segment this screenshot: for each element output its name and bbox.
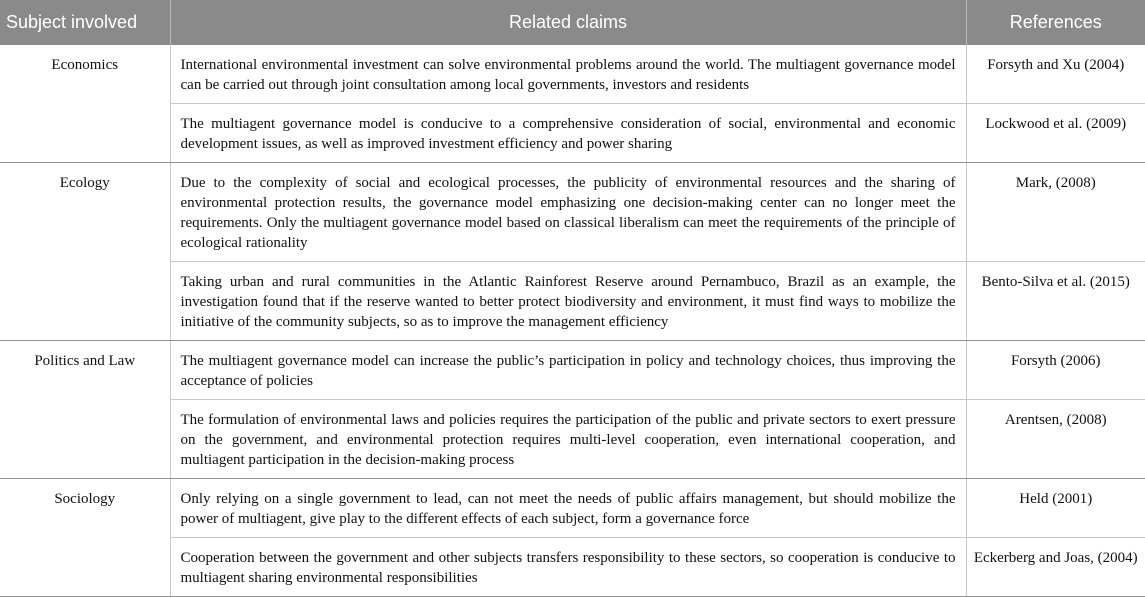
claim-cell: Taking urban and rural communities in the Atlantic Rainforest Reserve around Pernambuco, Brazil as an example, the investigation found that if the reserve wanted to better protect biodiversity and environment, it must find ways to mobilize the initiative of the community subjects, so as to improve the management efficiency [170,262,966,341]
table-row [0,45,1145,104]
table-row [0,479,1145,538]
header-subject: Subject involved [0,0,170,45]
header-claims: Related claims [170,0,966,45]
claim-cell: Due to the complexity of social and ecological processes, the publicity of environmental resources and the sharing of environmental protection results, the governance model emphasizing one decision-making center can no longer meet the requirements. Only the multiagent governance model based on classical liberalism can meet the requirements of the principle of ecological rationality [170,163,966,262]
table-row [0,163,1145,262]
reference-cell: Mark, (2008) [966,163,1145,262]
reference-cell: Lockwood et al. (2009) [966,104,1145,163]
claim-cell: Cooperation between the government and other subjects transfers responsibility to these sectors, so cooperation is conducive to multiagent sharing environmental responsibilities [170,538,966,597]
table-row [0,262,1145,341]
reference-cell: Bento-Silva et al. (2015) [966,262,1145,341]
table-row [0,538,1145,597]
reference-cell: Held (2001) [966,479,1145,538]
reference-cell: Forsyth (2006) [966,341,1145,400]
claim-cell: The multiagent governance model is conducive to a comprehensive consideration of social, environmental and economic development issues, as well as improved investment efficiency and power sharing [170,104,966,163]
claim-cell: The multiagent governance model can increase the public’s participation in policy and technology choices, thus improving the acceptance of policies [170,341,966,400]
subject-cell: Sociology [0,479,170,597]
claim-cell: International environmental investment can solve environmental problems around the world. The multiagent governance model can be carried out through joint consultation among local governments, investors and residents [170,45,966,104]
claim-cell: The formulation of environmental laws and policies requires the participation of the public and private sectors to exert pressure on the government, and environmental protection requires multi-level cooperation, even international cooperation, and multiagent participation in the decision-making process [170,400,966,479]
subject-cell: Ecology [0,163,170,341]
header-references: References [966,0,1145,45]
reference-cell: Forsyth and Xu (2004) [966,45,1145,104]
claim-cell: Only relying on a single government to lead, can not meet the needs of public affairs management, but should mobilize the power of multiagent, give play to the different effects of each subject, form a governance force [170,479,966,538]
reference-cell: Eckerberg and Joas, (2004) [966,538,1145,597]
table-header [0,0,1145,45]
subject-cell: Politics and Law [0,341,170,479]
table-row [0,104,1145,163]
table-row [0,341,1145,400]
table-row [0,400,1145,479]
subject-cell: Economics [0,45,170,163]
reference-cell: Arentsen, (2008) [966,400,1145,479]
